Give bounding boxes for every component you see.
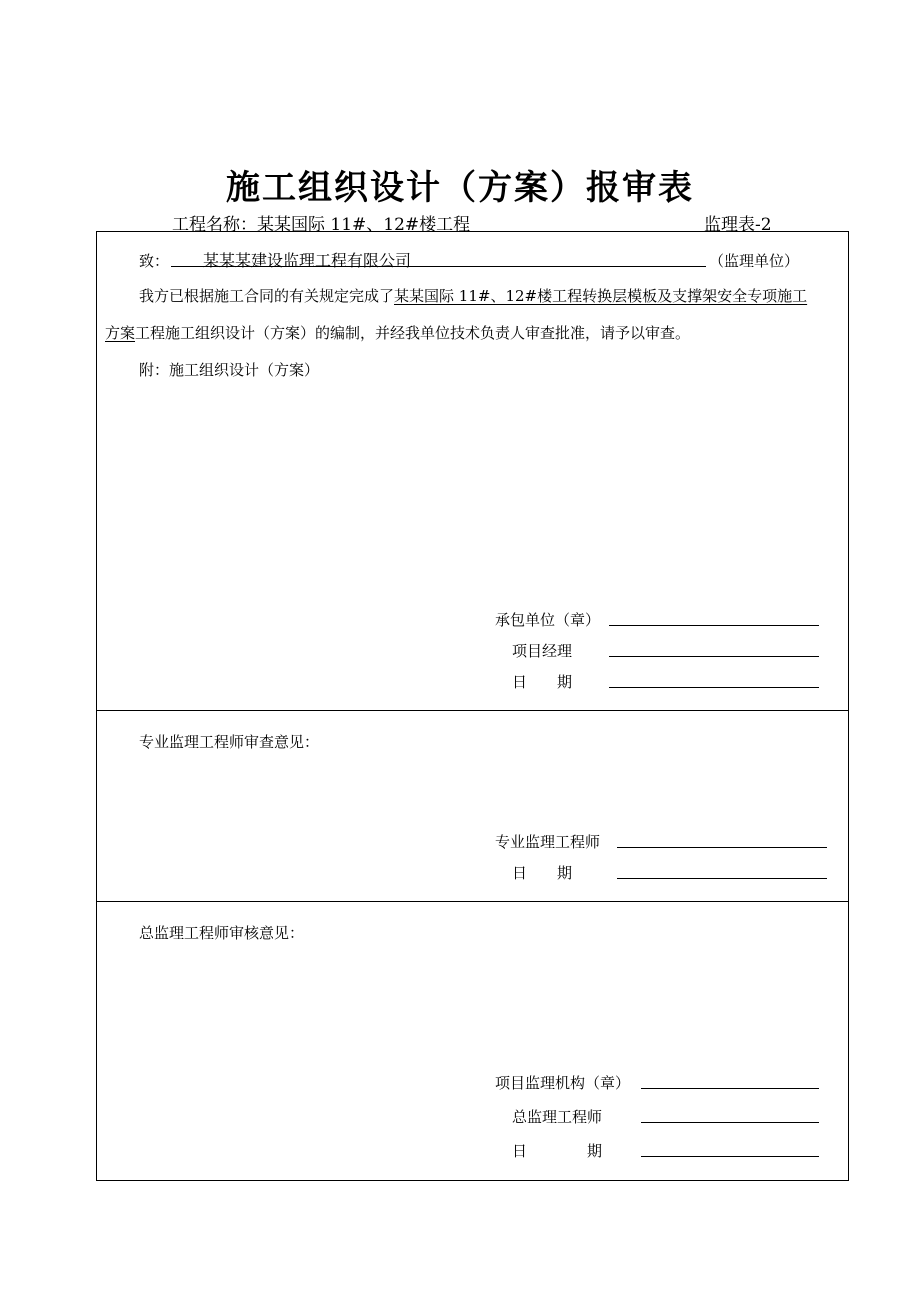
chief-engineer-signature-line bbox=[641, 1122, 819, 1123]
supervision-org-signature-line bbox=[641, 1088, 819, 1089]
submission-text-line1: 我方已根据施工合同的有关规定完成了某某国际 11#、12#楼工程转换层模板及支撑架安全专项施工 bbox=[139, 287, 808, 305]
project-manager-label: 项目经理 bbox=[512, 642, 573, 660]
section-divider-2 bbox=[97, 901, 848, 902]
section3-date-label: 日 期 bbox=[512, 1142, 603, 1160]
section2-date-label: 日 期 bbox=[512, 864, 573, 882]
contractor-label: 承包单位（章） bbox=[495, 611, 601, 629]
form-title: 施工组织设计（方案）报审表 bbox=[226, 168, 694, 208]
section-divider-1 bbox=[97, 710, 848, 711]
form-code: 监理表-2 bbox=[704, 215, 772, 235]
submission-text-line2: 方案工程施工组织设计（方案）的编制，并经我单位技术负责人审查批准，请予以审查。 bbox=[105, 324, 691, 342]
to-label: 致： bbox=[139, 252, 170, 270]
project-name: 某某国际 11#、12#楼工程 bbox=[257, 215, 471, 235]
plan-name-cont: 方案 bbox=[105, 324, 136, 342]
supervision-org-label: 项目监理机构（章） bbox=[495, 1074, 631, 1092]
specialist-engineer-label: 专业监理工程师 bbox=[495, 833, 601, 851]
chief-engineer-label: 总监理工程师 bbox=[512, 1108, 603, 1126]
section2-date-line bbox=[617, 878, 827, 879]
section1-date-label: 日 期 bbox=[512, 673, 573, 691]
project-label: 工程名称： bbox=[172, 215, 257, 235]
specialist-review-heading: 专业监理工程师审查意见： bbox=[139, 733, 320, 751]
plan-name: 某某国际 11#、12#楼工程转换层模板及支撑架安全专项施工 bbox=[394, 287, 808, 305]
to-suffix: （监理单位） bbox=[709, 252, 800, 270]
contractor-signature-line bbox=[609, 625, 819, 626]
chief-review-heading: 总监理工程师审核意见： bbox=[139, 924, 305, 942]
supervision-company: 某某某建设监理工程有限公司 bbox=[203, 251, 412, 270]
section3-date-line bbox=[641, 1156, 819, 1157]
specialist-engineer-signature-line bbox=[617, 847, 827, 848]
project-manager-signature-line bbox=[609, 656, 819, 657]
review-form bbox=[96, 231, 849, 1181]
attachment-note: 附：施工组织设计（方案） bbox=[139, 361, 320, 379]
section1-date-line bbox=[609, 687, 819, 688]
